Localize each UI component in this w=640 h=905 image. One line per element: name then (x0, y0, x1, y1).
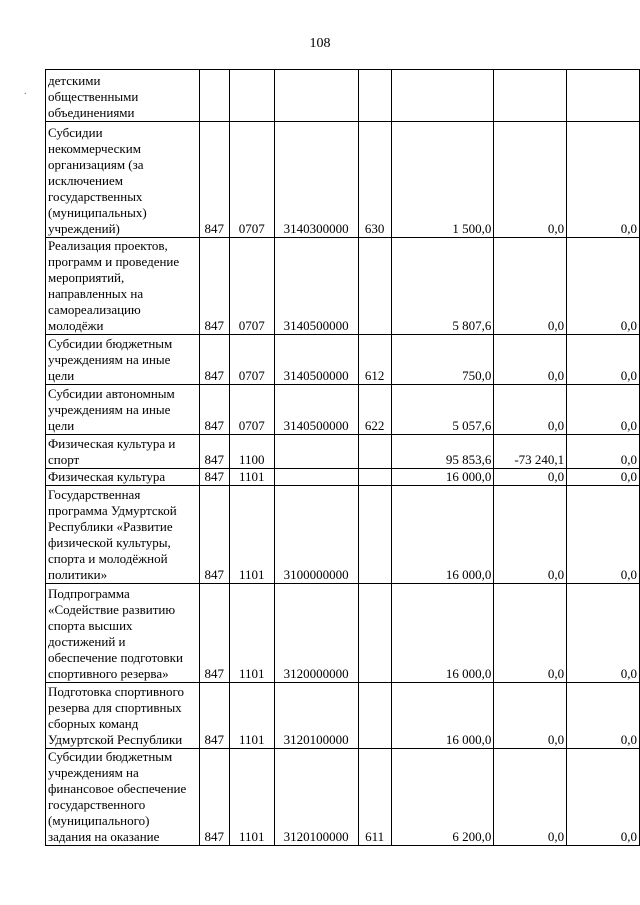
cell-name: детскими общественными объединениями (46, 70, 200, 122)
scan-mark: . (24, 86, 27, 97)
cell-admin-code: 847 (199, 469, 229, 486)
cell-section-code: 1101 (229, 749, 274, 846)
cell-section-code (229, 70, 274, 122)
cell-amount: 5 807,6 (391, 238, 494, 335)
cell-result (567, 70, 640, 122)
cell-name: Подготовка спортивного резерва для спортивных сборных команд Удмуртской Республики (46, 683, 200, 749)
cell-amount: 16 000,0 (391, 683, 494, 749)
cell-admin-code: 847 (199, 335, 229, 385)
cell-amount: 750,0 (391, 335, 494, 385)
cell-expense-type: 611 (358, 749, 391, 846)
cell-change: 0,0 (494, 683, 567, 749)
cell-change: 0,0 (494, 238, 567, 335)
cell-amount: 16 000,0 (391, 486, 494, 584)
cell-name: Подпрограмма «Содействие развитию спорта высших достижений и обеспечение подготовки спортивного резерва» (46, 584, 200, 683)
cell-expense-type: 630 (358, 122, 391, 238)
table-row (46, 122, 640, 238)
cell-admin-code: 847 (199, 238, 229, 335)
table-row (46, 469, 640, 486)
table-row (46, 70, 640, 122)
table-row (46, 486, 640, 584)
cell-name: Субсидии бюджетным учреждениям на иные цели (46, 335, 200, 385)
cell-change: -73 240,1 (494, 435, 567, 469)
cell-result: 0,0 (567, 486, 640, 584)
cell-section-code: 0707 (229, 385, 274, 435)
cell-name: Физическая культура и спорт (46, 435, 200, 469)
table-row (46, 749, 640, 846)
cell-expense-type (358, 683, 391, 749)
cell-target-article (274, 70, 358, 122)
cell-change: 0,0 (494, 486, 567, 584)
cell-amount: 95 853,6 (391, 435, 494, 469)
cell-target-article: 3120100000 (274, 749, 358, 846)
cell-expense-type (358, 584, 391, 683)
cell-admin-code: 847 (199, 486, 229, 584)
cell-section-code: 1101 (229, 486, 274, 584)
cell-amount: 6 200,0 (391, 749, 494, 846)
cell-target-article: 3140300000 (274, 122, 358, 238)
cell-section-code: 1101 (229, 683, 274, 749)
cell-expense-type (358, 70, 391, 122)
cell-result: 0,0 (567, 584, 640, 683)
table-row (46, 435, 640, 469)
cell-admin-code: 847 (199, 749, 229, 846)
cell-target-article (274, 435, 358, 469)
cell-name: Субсидии некоммерческим организациям (за исключением государственных (муниципальных) учреждений) (46, 122, 200, 238)
cell-target-article (274, 469, 358, 486)
cell-target-article: 3100000000 (274, 486, 358, 584)
cell-admin-code: 847 (199, 584, 229, 683)
cell-amount: 16 000,0 (391, 469, 494, 486)
cell-section-code: 0707 (229, 335, 274, 385)
cell-admin-code: 847 (199, 683, 229, 749)
cell-amount: 16 000,0 (391, 584, 494, 683)
cell-target-article: 3140500000 (274, 385, 358, 435)
cell-result: 0,0 (567, 435, 640, 469)
cell-expense-type (358, 486, 391, 584)
cell-target-article: 3120100000 (274, 683, 358, 749)
cell-result: 0,0 (567, 683, 640, 749)
table-row (46, 683, 640, 749)
cell-change: 0,0 (494, 335, 567, 385)
budget-table (45, 69, 640, 846)
cell-change: 0,0 (494, 584, 567, 683)
cell-result: 0,0 (567, 469, 640, 486)
cell-change: 0,0 (494, 122, 567, 238)
cell-section-code: 1101 (229, 584, 274, 683)
cell-section-code: 1100 (229, 435, 274, 469)
cell-name: Субсидии автономным учреждениям на иные цели (46, 385, 200, 435)
page-number: 108 (309, 36, 331, 51)
cell-expense-type (358, 435, 391, 469)
cell-name: Реализация проектов, программ и проведение мероприятий, направленных на самореализацию молодёжи (46, 238, 200, 335)
table-row (46, 385, 640, 435)
cell-section-code: 1101 (229, 469, 274, 486)
cell-target-article: 3140500000 (274, 238, 358, 335)
cell-admin-code (199, 70, 229, 122)
cell-result: 0,0 (567, 385, 640, 435)
cell-change: 0,0 (494, 749, 567, 846)
cell-expense-type: 612 (358, 335, 391, 385)
table-row (46, 584, 640, 683)
cell-name: Физическая культура (46, 469, 200, 486)
cell-section-code: 0707 (229, 238, 274, 335)
cell-result: 0,0 (567, 749, 640, 846)
cell-admin-code: 847 (199, 385, 229, 435)
cell-admin-code: 847 (199, 435, 229, 469)
table-row (46, 238, 640, 335)
cell-name: Государственная программа Удмуртской Республики «Развитие физической культуры, спорта и молодёжной политики» (46, 486, 200, 584)
cell-change: 0,0 (494, 385, 567, 435)
cell-amount (391, 70, 494, 122)
cell-target-article: 3120000000 (274, 584, 358, 683)
cell-result: 0,0 (567, 122, 640, 238)
cell-change: 0,0 (494, 469, 567, 486)
cell-result: 0,0 (567, 238, 640, 335)
cell-name: Субсидии бюджетным учреждениям на финансовое обеспечение государственного (муниципального) задания на оказание (46, 749, 200, 846)
cell-expense-type (358, 469, 391, 486)
cell-amount: 1 500,0 (391, 122, 494, 238)
table-row (46, 335, 640, 385)
cell-expense-type (358, 238, 391, 335)
cell-amount: 5 057,6 (391, 385, 494, 435)
cell-target-article: 3140500000 (274, 335, 358, 385)
cell-section-code: 0707 (229, 122, 274, 238)
cell-result: 0,0 (567, 335, 640, 385)
cell-expense-type: 622 (358, 385, 391, 435)
cell-admin-code: 847 (199, 122, 229, 238)
cell-change (494, 70, 567, 122)
